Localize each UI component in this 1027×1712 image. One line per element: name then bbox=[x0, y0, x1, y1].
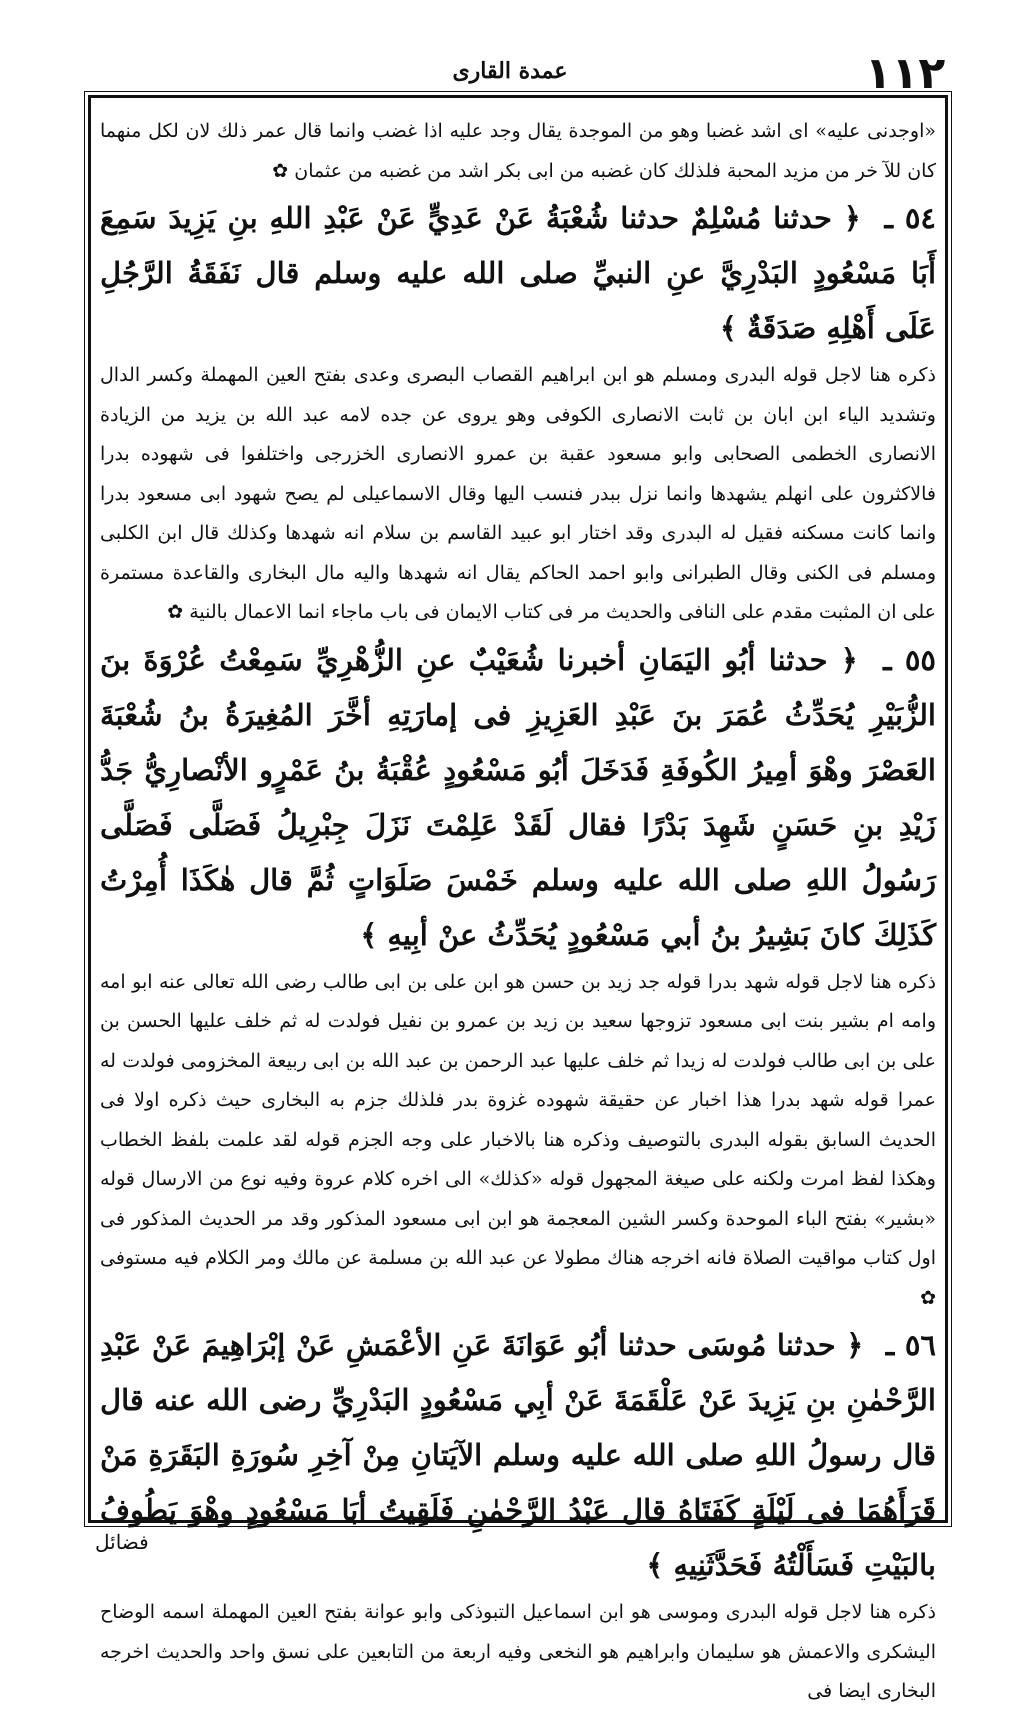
hadith-number: ٥٦ ـ bbox=[885, 1328, 936, 1362]
hadith-number: ٥٥ ـ bbox=[883, 642, 936, 677]
hadith-paragraph bbox=[100, 1318, 936, 1593]
commentary-paragraph bbox=[100, 1593, 936, 1712]
hadith-text: ﴿ حدثنا مُسْلِمٌ حدثنا شُعْبَةُ عَنْ عَدِيٍّ عَنْ عَبْدِ اللهِ بنِ يَزِيدَ سَمِعَ أَبَا مَسْعُودٍ البَدْرِيَّ عنِ النبيِّ صلى الله عليه وسلم قال نَفَقَةُ الرَّجُلِ عَلَى أَهْلِهِ صَدَقَةٌ ﴾ bbox=[100, 201, 936, 345]
hadith-number: ٥٤ ـ bbox=[884, 201, 936, 235]
commentary-paragraph bbox=[100, 963, 936, 1319]
running-title: عمدة القارى bbox=[452, 58, 568, 84]
hadith-paragraph bbox=[100, 191, 936, 356]
commentary-text: ذكره هنا لاجل قوله شهد بدرا قوله جد زيد بن حسن هو ابن على بن ابى طالب رضى الله تعالى عنه ابو امه وامه ام بشير بنت ابى مسعود تزوجها سعيد بن زيد بن عمرو بن نفيل فولدت له ثم خلف عليها الحسن بن على بن ابى طالب فولدت له زيدا ثم خلف عليها عبد الرحمن بن عبد الله بن ابى ربيعة المخزومى فولدت له عمرا قوله شهد بدرا هذا اخبار عن حقيقة شهوده غزوة بدر فلذلك جزم به البخارى حيث ذكره اولا فى الحديث السابق بقوله البدرى بالتوصيف وذكره هنا بالاخبار على وجه الجزم قوله لقد علمت بلفظ الخطاب وهكذا لفظ امرت ولكنه على صيغة المجهول قوله «كذلك» الى اخره كلام عروة وفيه نوع من الارسال قوله «بشير» بفتح الباء الموحدة وكسر الشين المعجمة هو ابن ابى مسعود المذكور وقد مر الحديث المذكور فى اول كتاب مواقيت الصلاة فانه اخرجه هناك مطولا عن عبد الله بن مسلمة عن مالك ومر الكلام فيه مستوفى ✿ bbox=[100, 970, 936, 1309]
commentary-text: «اوجدنى عليه» اى اشد غضبا وهو من الموجدة يقال وجد عليه اذا غضب وانما قال عمر ذلك لان لكل منهما كان للآ خر من مزيد المحبة فلذلك كان غضبه من ابى بكر اشد من غضبه من عثمان ✿ bbox=[100, 120, 936, 182]
hadith-text: ﴿ حدثنا مُوسَى حدثنا أبُو عَوَانَةَ عَنِ الأعْمَشِ عَنْ إبْرَاهِيمَ عَنْ عَبْدِ الرَّحْمٰنِ بنِ يَزِيدَ عَنْ عَلْقَمَةَ عَنْ أبِي مَسْعُودٍ البَدْرِيِّ رضى الله عنه قال قال رسولُ اللهِ صلى الله عليه وسلم الآيَتانِ مِنْ آخِرِ سُورَةِ البَقَرَةِ مَنْ قَرَأَهُمَا فى لَيْلَةٍ كَفَتَاهُ قال عَبْدُ الرَّحْمٰنِ فَلَقِيتُ أبَا مَسْعُودٍ وهْوَ يَطُوفُ بالبَيْتِ فَسَأَلْتُهُ فَحَدَّثَنِيهِ ﴾ bbox=[100, 1328, 936, 1582]
commentary-text: ذكره هنا لاجل قوله البدرى وموسى هو ابن اسماعيل التبوذكى وابو عوانة بفتح العين المهملة اسمه الوضاح اليشكرى والاعمش هو سليمان وابراهيم هو النخعى وفيه اربعة من التابعين على نسق واحد والحديث اخرجه البخارى ايضا فى bbox=[100, 1601, 936, 1702]
page-header bbox=[0, 0, 1027, 99]
catchword: فضائل bbox=[95, 1530, 149, 1554]
page-number: ١١٢ bbox=[864, 48, 946, 99]
commentary-text: ذكره هنا لاجل قوله البدرى ومسلم هو ابن ابراهيم القصاب البصرى وعدى بفتح العين المهملة وكسر الدال وتشديد الياء ابن ابان بن ثابت الانصارى الكوفى وهو يروى عن جده لامه عبد الله بن يزيد من الزيادة الانصارى الخطمى الصحابى وابو مسعود عقبة بن عمرو الانصارى الخزرجى واختلفوا فى شهوده بدرا فالاكثرون على انهلم يشهدها وانما نزل ببدر فنسب اليها وقال الاسماعيلى لم يصح شهود ابى مسعود بدرا وانما كانت مسكنه فقيل له البدرى وقد اختار ابو عبيد القاسم بن سلام انه شهدها وكذلك قال ابن الكلبى ومسلم فى الكنى وقال الطبرانى وابو احمد الحاكم يقال انه شهدها واليه مال البخارى والقاعدة مستمرة على ان المثبت مقدم على النافى والحديث مر فى كتاب الايمان فى باب ماجاء انما الاعمال بالنية ✿ bbox=[100, 364, 936, 623]
commentary-paragraph bbox=[100, 356, 936, 633]
hadith-text: ﴿ حدثنا أبُو اليَمَانِ أخبرنا شُعَيْبٌ عنِ الزُّهْرِيِّ سَمِعْتُ عُرْوَةَ بنَ الزُّبَيْرِ يُحَدِّثُ عُمَرَ بنَ عَبْدِ العَزِيزِ فى إمارَتِهِ أخَّرَ المُغِيرَةُ بنُ شُعْبَةَ العَصْرَ وهْوَ أمِيرُ الكُوفَةِ فَدَخَلَ أبُو مَسْعُودٍ عُقْبَةُ بنُ عَمْرٍو الأنْصارِيُّ جَدُّ زَيْدِ بنِ حَسَنٍ شَهِدَ بَدْرًا فقال لَقَدْ عَلِمْتَ نَزَلَ جِبْرِيلُ فَصَلَّى فَصَلَّى رَسُولُ اللهِ صلى الله عليه وسلم خَمْسَ صَلَوَاتٍ ثُمَّ قال هٰكَذَا أُمِرْتُ كَذَلِكَ كانَ بَشِيرُ بنُ أبي مَسْعُودٍ يُحَدِّثُ عنْ أبِيهِ ﴾ bbox=[100, 642, 936, 952]
hadith-paragraph bbox=[100, 633, 936, 963]
commentary-paragraph bbox=[100, 112, 936, 191]
